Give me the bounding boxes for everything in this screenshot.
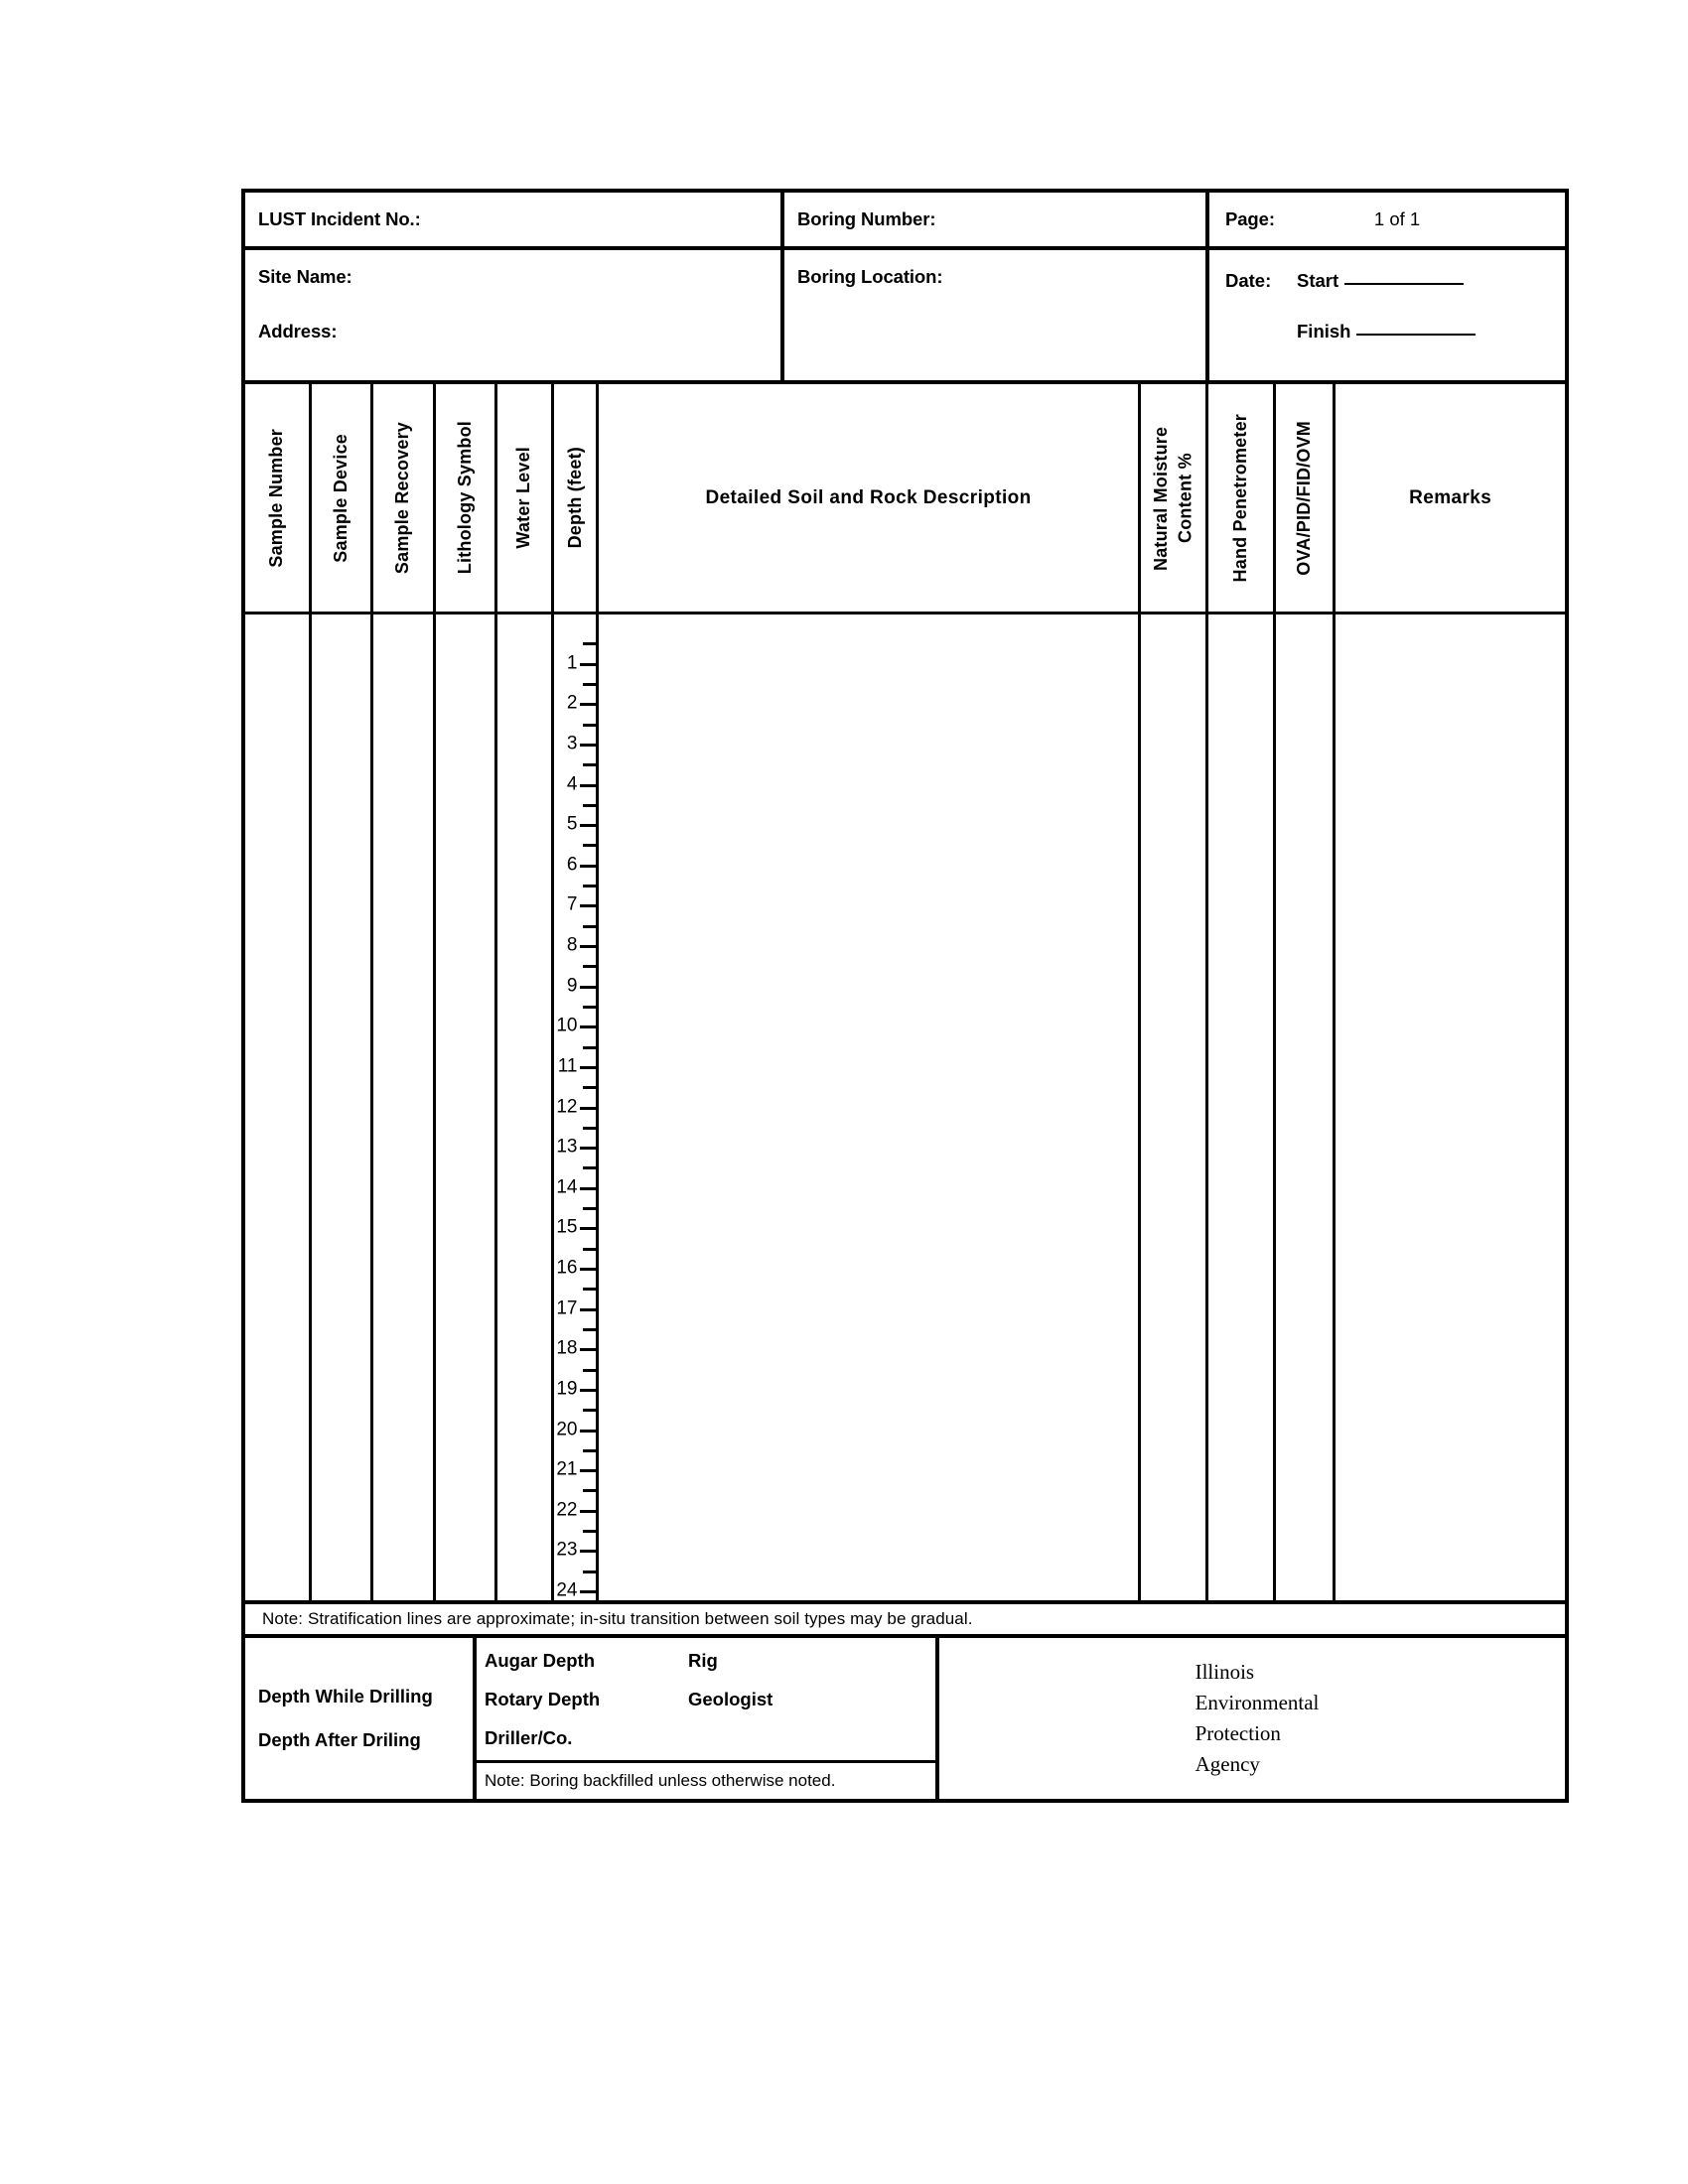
column-lithology-symbol — [436, 384, 497, 1600]
depth-tick-major — [580, 824, 596, 827]
depth-tick-minor — [583, 925, 596, 928]
depth-label: 18 — [556, 1337, 578, 1359]
body-natural-moisture[interactable] — [1141, 614, 1205, 1600]
depth-tick-major — [580, 1147, 596, 1150]
depth-tick-minor — [583, 1489, 596, 1492]
depth-while-drilling-label[interactable]: Depth While Drilling — [258, 1686, 433, 1706]
depth-tick-minor — [583, 1248, 596, 1251]
date-start-blank[interactable] — [1344, 282, 1464, 285]
header-lithology-symbol-label: Lithology Symbol — [454, 421, 475, 575]
body-depth-feet — [554, 614, 597, 1600]
date-start-row[interactable] — [1225, 270, 1565, 292]
agency-name — [1186, 1657, 1320, 1779]
page-field — [1209, 193, 1565, 250]
depth-label: 11 — [557, 1055, 578, 1077]
header-sample-recovery-label: Sample Recovery — [392, 421, 413, 575]
header-natural-moisture-label: Natural Moisture Content % — [1150, 425, 1196, 571]
column-remarks — [1336, 384, 1565, 1600]
geologist-label: Geologist — [688, 1689, 774, 1709]
header-description-label: Detailed Soil and Rock Description — [705, 486, 1032, 508]
depth-tick-minor — [583, 1449, 596, 1452]
backfill-note: Note: Boring backfilled unless otherwise noted. — [485, 1771, 836, 1790]
date-start-label: Start — [1297, 270, 1339, 291]
depth-tick-minor — [583, 1127, 596, 1130]
driller-row[interactable] — [485, 1727, 935, 1749]
depth-tick-major — [580, 744, 596, 747]
column-ova-pid-fid-ovm — [1276, 384, 1336, 1600]
depth-tick-major — [580, 1469, 596, 1472]
header-description — [599, 384, 1137, 614]
depth-label: 10 — [556, 1015, 578, 1036]
depth-label: 23 — [556, 1539, 578, 1561]
form-footer — [245, 1638, 1565, 1799]
agency-line-2: Environmental — [1195, 1691, 1320, 1715]
page-label: Page: — [1225, 208, 1275, 229]
date-field — [1209, 250, 1565, 380]
page-value: 1 of 1 — [1373, 208, 1421, 229]
rotary-depth-label: Rotary Depth — [485, 1689, 601, 1709]
header-remarks — [1336, 384, 1565, 614]
depth-tick-minor — [583, 1046, 596, 1049]
depth-tick-minor — [583, 844, 596, 847]
depth-tick-minor — [583, 1086, 596, 1089]
agency-line-4: Agency — [1195, 1751, 1260, 1776]
rotary-depth-row[interactable] — [485, 1689, 935, 1710]
stratification-note: Note: Stratification lines are approximate; in-situ transition between soil types may be gradual. — [262, 1609, 973, 1628]
header-ova-pid-fid-ovm — [1276, 384, 1333, 614]
depth-label: 15 — [556, 1216, 578, 1238]
depth-label: 7 — [566, 893, 578, 915]
header-hand-penetrometer — [1208, 384, 1274, 614]
depth-label: 14 — [556, 1176, 578, 1198]
boring-location-field[interactable] — [784, 250, 1205, 380]
depth-tick-major — [580, 904, 596, 907]
depth-tick-minor — [583, 642, 596, 645]
body-hand-penetrometer[interactable] — [1208, 614, 1274, 1600]
depth-label: 13 — [556, 1136, 578, 1158]
lust-incident-field[interactable] — [245, 193, 780, 250]
depth-tick-minor — [583, 1328, 596, 1331]
lust-incident-label: LUST Incident No.: — [258, 208, 421, 229]
depth-tick-minor — [583, 724, 596, 727]
depth-tick-minor — [583, 1570, 596, 1573]
depth-tick-major — [580, 703, 596, 706]
column-water-level — [497, 384, 554, 1600]
header-sample-device — [312, 384, 370, 614]
depth-tick-major — [580, 784, 596, 787]
boring-number-field[interactable] — [784, 193, 1205, 250]
depth-tick-major — [580, 663, 596, 666]
depth-tick-major — [580, 986, 596, 989]
depth-tick-major — [580, 1066, 596, 1069]
depth-tick-minor — [583, 1166, 596, 1169]
header-sample-number — [245, 384, 309, 614]
depth-tick-major — [580, 1107, 596, 1110]
column-hand-penetrometer — [1208, 384, 1277, 1600]
depth-label: 1 — [566, 652, 578, 674]
header-depth-feet — [554, 384, 597, 614]
depth-label: 4 — [566, 773, 578, 794]
depth-tick-major — [580, 1227, 596, 1230]
depth-tick-minor — [583, 1288, 596, 1291]
header-middle-column — [784, 193, 1209, 380]
depth-tick-minor — [583, 804, 596, 807]
depth-label: 2 — [566, 692, 578, 714]
boring-log-table — [245, 384, 1565, 1600]
depth-label: 24 — [556, 1579, 578, 1601]
boring-log-form — [241, 189, 1569, 1803]
body-lithology-symbol[interactable] — [436, 614, 494, 1600]
site-name-label: Site Name: — [258, 266, 352, 287]
address-label: Address: — [258, 321, 338, 341]
depth-tick-major — [580, 1510, 596, 1513]
body-water-level[interactable] — [497, 614, 551, 1600]
depth-tick-minor — [583, 1409, 596, 1412]
driller-co-label: Driller/Co. — [485, 1727, 573, 1748]
depth-tick-minor — [583, 1006, 596, 1009]
header-depth-feet-label: Depth (feet) — [564, 447, 585, 549]
header-sample-recovery — [373, 384, 433, 614]
stratification-note-row — [245, 1600, 1565, 1638]
depth-tick-major — [580, 1348, 596, 1351]
depth-tick-minor — [583, 1369, 596, 1372]
depth-tick-major — [580, 1308, 596, 1311]
header-ova-pid-fid-ovm-label: OVA/PID/FID/OVM — [1294, 420, 1315, 576]
header-remarks-label: Remarks — [1409, 486, 1492, 508]
depth-label: 21 — [556, 1458, 578, 1480]
depth-tick-minor — [583, 1207, 596, 1210]
body-sample-device[interactable] — [312, 614, 370, 1600]
depth-tick-minor — [583, 965, 596, 968]
depth-tick-major — [580, 1590, 596, 1593]
backfill-note-row — [477, 1763, 935, 1799]
site-info-field[interactable] — [245, 250, 780, 380]
header-right-column — [1209, 193, 1565, 380]
depth-label: 12 — [556, 1096, 578, 1117]
depth-after-drilling-label[interactable]: Depth After Driling — [258, 1729, 421, 1750]
header-hand-penetrometer-label: Hand Penetrometer — [1230, 413, 1251, 583]
agency-line-1: Illinois — [1195, 1660, 1255, 1685]
header-left-column — [245, 193, 784, 380]
header-sample-device-label: Sample Device — [330, 433, 351, 563]
column-description — [599, 384, 1140, 1600]
depth-tick-major — [580, 1550, 596, 1553]
depth-label: 5 — [566, 813, 578, 835]
depth-label: 8 — [566, 934, 578, 956]
footer-depth-column — [245, 1638, 477, 1799]
body-sample-recovery[interactable] — [373, 614, 433, 1600]
body-description[interactable] — [599, 614, 1137, 1600]
depth-tick-minor — [583, 1530, 596, 1533]
boring-number-label: Boring Number: — [797, 208, 936, 229]
augar-depth-row[interactable] — [485, 1650, 935, 1672]
date-finish-row[interactable] — [1225, 321, 1565, 342]
form-header — [245, 193, 1565, 384]
depth-tick-minor — [583, 683, 596, 686]
depth-tick-major — [580, 1389, 596, 1392]
boring-location-label: Boring Location: — [797, 266, 943, 287]
depth-tick-minor — [583, 885, 596, 887]
depth-tick-major — [580, 1268, 596, 1271]
depth-label: 3 — [566, 733, 578, 754]
header-water-level — [497, 384, 551, 614]
agency-line-3: Protection — [1195, 1721, 1281, 1745]
date-finish-label: Finish — [1297, 321, 1351, 341]
header-lithology-symbol — [436, 384, 494, 614]
date-label: Date: — [1225, 270, 1272, 291]
depth-label: 20 — [556, 1419, 578, 1439]
date-finish-blank[interactable] — [1356, 333, 1476, 336]
depth-label: 16 — [556, 1257, 578, 1279]
depth-tick-minor — [583, 763, 596, 766]
column-sample-device — [312, 384, 373, 1600]
body-sample-number[interactable] — [245, 614, 309, 1600]
depth-label: 22 — [556, 1499, 578, 1521]
depth-tick-major — [580, 1025, 596, 1028]
column-depth-feet — [554, 384, 600, 1600]
rig-label: Rig — [688, 1650, 718, 1671]
depth-scale-ruler — [554, 614, 597, 1600]
depth-tick-major — [580, 1187, 596, 1190]
header-sample-number-label: Sample Number — [266, 428, 287, 568]
depth-label: 17 — [556, 1297, 578, 1319]
header-water-level-label: Water Level — [513, 447, 534, 549]
footer-equipment-column — [477, 1638, 939, 1799]
depth-tick-major — [580, 1430, 596, 1433]
footer-equipment-fields — [477, 1638, 935, 1763]
column-natural-moisture — [1141, 384, 1208, 1600]
header-natural-moisture — [1141, 384, 1205, 614]
depth-label: 19 — [556, 1378, 578, 1400]
depth-tick-major — [580, 865, 596, 868]
column-sample-number — [245, 384, 312, 1600]
column-sample-recovery — [373, 384, 436, 1600]
body-remarks[interactable] — [1336, 614, 1565, 1600]
depth-label: 9 — [566, 975, 578, 997]
body-ova-pid-fid-ovm[interactable] — [1276, 614, 1333, 1600]
augar-depth-label: Augar Depth — [485, 1650, 595, 1671]
depth-tick-major — [580, 945, 596, 948]
footer-agency-column — [939, 1638, 1565, 1799]
depth-label: 6 — [566, 854, 578, 876]
